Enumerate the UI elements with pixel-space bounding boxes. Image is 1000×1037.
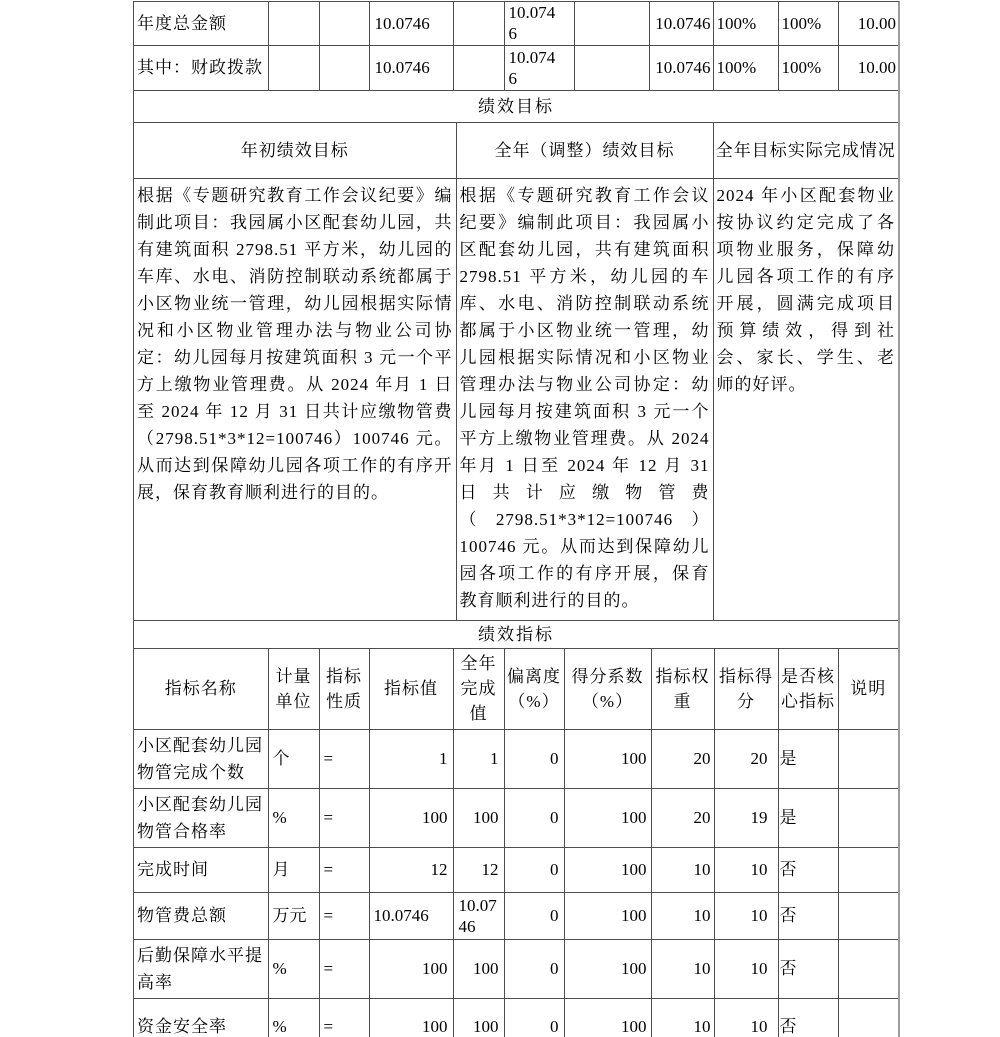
indicator-column-header: 计量单位 — [268, 649, 319, 729]
annual-amount-table — [134, 2, 898, 91]
indicator-cell: 100 — [369, 998, 453, 1037]
indicator-cell: % — [268, 788, 319, 847]
indicator-cell: = — [319, 892, 369, 939]
goals-header-row — [134, 123, 898, 179]
table-row — [134, 788, 898, 847]
indicator-column-header: 指标性质 — [319, 649, 369, 729]
indicator-cell: 物管费总额 — [134, 892, 268, 939]
table-row — [134, 2, 898, 45]
indicator-cell: 10 — [651, 847, 714, 892]
table-row — [134, 998, 898, 1037]
indicator-column-header: 指标权重 — [651, 649, 714, 729]
initial-goal-text: 根据《专题研究教育工作会议纪要》编制此项目：我园属小区配套幼儿园，共有建筑面积 2798.51 平方米，幼儿园的车库、水电、消防控制联动系统都属于小区物业统一管理，幼儿园根据实际情况和小区物业管理办法与物业公司协定：幼儿园每月按建筑面积 3 元一个平方上缴物业管理费。从 2024 年月 1 日至 2024 年 12 月 31 日共计应缴物管费（2798.51*3*12=100746）100746 元。从而达到保障幼儿园各项工作的有序开展，保育教育顺利进行的目的。 — [134, 179, 456, 621]
indicator-cell: 10 — [714, 939, 778, 998]
indicator-cell: 20 — [651, 729, 714, 788]
table-row — [134, 847, 898, 892]
indicator-column-header: 是否核心指标 — [778, 649, 838, 729]
indicator-cell — [838, 729, 898, 788]
indicator-cell: 资金安全率 — [134, 998, 268, 1037]
table-row — [134, 892, 898, 939]
indicator-cell: 小区配套幼儿园物管合格率 — [134, 788, 268, 847]
indicator-cell: 100 — [369, 788, 453, 847]
amount-cell: 10.00 — [838, 45, 898, 90]
amount-cell: 10.0746 — [369, 2, 453, 45]
goals-content-row — [134, 179, 898, 621]
indicator-cell — [838, 847, 898, 892]
indicator-cell: % — [268, 998, 319, 1037]
table-row — [134, 729, 898, 788]
indicator-cell: 10 — [714, 847, 778, 892]
indicator-cell: 0 — [504, 847, 564, 892]
indicator-cell: 100 — [453, 998, 504, 1037]
table-row — [134, 45, 898, 90]
indicator-cell: 1 — [369, 729, 453, 788]
indicator-cell: = — [319, 847, 369, 892]
amount-cell: 10.0746 — [504, 45, 574, 90]
indicator-cell: 否 — [778, 998, 838, 1037]
amount-cell — [453, 2, 504, 45]
indicator-cell: 20 — [714, 729, 778, 788]
indicator-cell: 0 — [504, 939, 564, 998]
indicator-cell: 个 — [268, 729, 319, 788]
indicator-cell: 100 — [564, 847, 651, 892]
indicator-cell: 100 — [564, 892, 651, 939]
amount-cell — [453, 45, 504, 90]
amount-cell: 10.0746 — [649, 2, 713, 45]
indicator-cell: 10 — [714, 892, 778, 939]
indicator-cell: 万元 — [268, 892, 319, 939]
indicator-column-header: 偏离度（%） — [504, 649, 564, 729]
indicator-cell: % — [268, 939, 319, 998]
amount-cell: 10.0746 — [369, 45, 453, 90]
indicator-cell: 小区配套幼儿园物管完成个数 — [134, 729, 268, 788]
annual-amount-rows — [134, 2, 898, 90]
indicator-cell: 20 — [651, 788, 714, 847]
indicator-cell: 100 — [564, 729, 651, 788]
goals-column-header: 全年（调整）绩效目标 — [456, 123, 713, 179]
indicator-cell: 1 — [453, 729, 504, 788]
indicator-cell: 100 — [453, 939, 504, 998]
indicator-cell: 否 — [778, 939, 838, 998]
amount-cell — [574, 2, 649, 45]
indicator-column-header: 指标值 — [369, 649, 453, 729]
indicator-column-header: 指标得分 — [714, 649, 778, 729]
indicator-cell: 100 — [564, 939, 651, 998]
amount-cell — [268, 45, 319, 90]
amount-cell: 100% — [778, 45, 838, 90]
indicator-cell: 100 — [564, 998, 651, 1037]
indicator-cell: 10.0746 — [369, 892, 453, 939]
amount-cell: 10.00 — [838, 2, 898, 45]
goals-column-header: 全年目标实际完成情况 — [713, 123, 898, 179]
indicator-cell — [838, 998, 898, 1037]
amount-cell: 100% — [713, 45, 778, 90]
indicator-cell — [838, 939, 898, 998]
amount-cell: 10.0746 — [649, 45, 713, 90]
amount-cell: 100% — [713, 2, 778, 45]
indicator-cell — [838, 788, 898, 847]
indicator-cell: 是 — [778, 788, 838, 847]
actual-completion-text: 2024 年小区配套物业按协议约定完成了各项物业服务，保障幼儿园各项工作的有序开展，圆满完成项目预算绩效，得到社会、家长、学生、老师的好评。 — [713, 179, 898, 621]
indicator-cell: 后勤保障水平提高率 — [134, 939, 268, 998]
indicator-cell: = — [319, 729, 369, 788]
indicator-cell: 100 — [369, 939, 453, 998]
amount-cell: 100% — [778, 2, 838, 45]
goals-column-header: 年初绩效目标 — [134, 123, 456, 179]
indicator-cell: = — [319, 939, 369, 998]
indicator-cell: 10.0746 — [453, 892, 504, 939]
amount-cell: 10.0746 — [504, 2, 574, 45]
indicator-cell: 100 — [564, 788, 651, 847]
indicator-column-header: 全年完成值 — [453, 649, 504, 729]
indicator-cell: 0 — [504, 892, 564, 939]
indicator-cell: 0 — [504, 788, 564, 847]
performance-indicators-band: 绩效指标 — [134, 621, 898, 649]
indicator-cell: 19 — [714, 788, 778, 847]
indicator-cell: = — [319, 998, 369, 1037]
indicator-rows — [134, 729, 898, 1037]
indicator-cell: 12 — [369, 847, 453, 892]
indicator-cell — [838, 892, 898, 939]
amount-cell — [319, 45, 369, 90]
performance-report-document — [133, 1, 900, 1037]
indicator-cell: 10 — [714, 998, 778, 1037]
indicator-column-header: 指标名称 — [134, 649, 268, 729]
indicator-cell: 是 — [778, 729, 838, 788]
indicator-cell: 10 — [651, 892, 714, 939]
indicator-cell: 10 — [651, 998, 714, 1037]
indicator-cell: 完成时间 — [134, 847, 268, 892]
performance-goals-table — [134, 123, 898, 622]
indicator-cell: 月 — [268, 847, 319, 892]
indicator-cell: = — [319, 788, 369, 847]
indicator-column-header: 说明 — [838, 649, 898, 729]
performance-goals-band: 绩效目标 — [134, 91, 898, 123]
amount-cell — [319, 2, 369, 45]
amount-cell: 年度总金额 — [134, 2, 268, 45]
adjusted-goal-text: 根据《专题研究教育工作会议纪要》编制此项目：我园属小区配套幼儿园，共有建筑面积 2798.51 平方米，幼儿园的车库、水电、消防控制联动系统都属于小区物业统一管理，幼儿园根据实际情况和小区物业管理办法与物业公司协定：幼儿园每月按建筑面积 3 元一个平方上缴物业管理费。从 2024 年月 1 日至 2024 年 12 月 31 日共计应缴物管费（2798.51*3*12=100746）100746 元。从而达到保障幼儿园各项工作的有序开展，保育教育顺利进行的目的。 — [456, 179, 713, 621]
performance-indicators-table — [134, 649, 898, 1037]
indicator-cell: 10 — [651, 939, 714, 998]
indicator-cell: 0 — [504, 998, 564, 1037]
indicator-column-header: 得分系数（%） — [564, 649, 651, 729]
amount-cell — [268, 2, 319, 45]
indicator-cell: 12 — [453, 847, 504, 892]
indicator-cell: 否 — [778, 892, 838, 939]
table-row — [134, 939, 898, 998]
indicator-cell: 0 — [504, 729, 564, 788]
indicator-cell: 否 — [778, 847, 838, 892]
amount-cell — [574, 45, 649, 90]
amount-cell: 其中：财政拨款 — [134, 45, 268, 90]
indicators-header-row — [134, 649, 898, 729]
indicator-cell: 100 — [453, 788, 504, 847]
